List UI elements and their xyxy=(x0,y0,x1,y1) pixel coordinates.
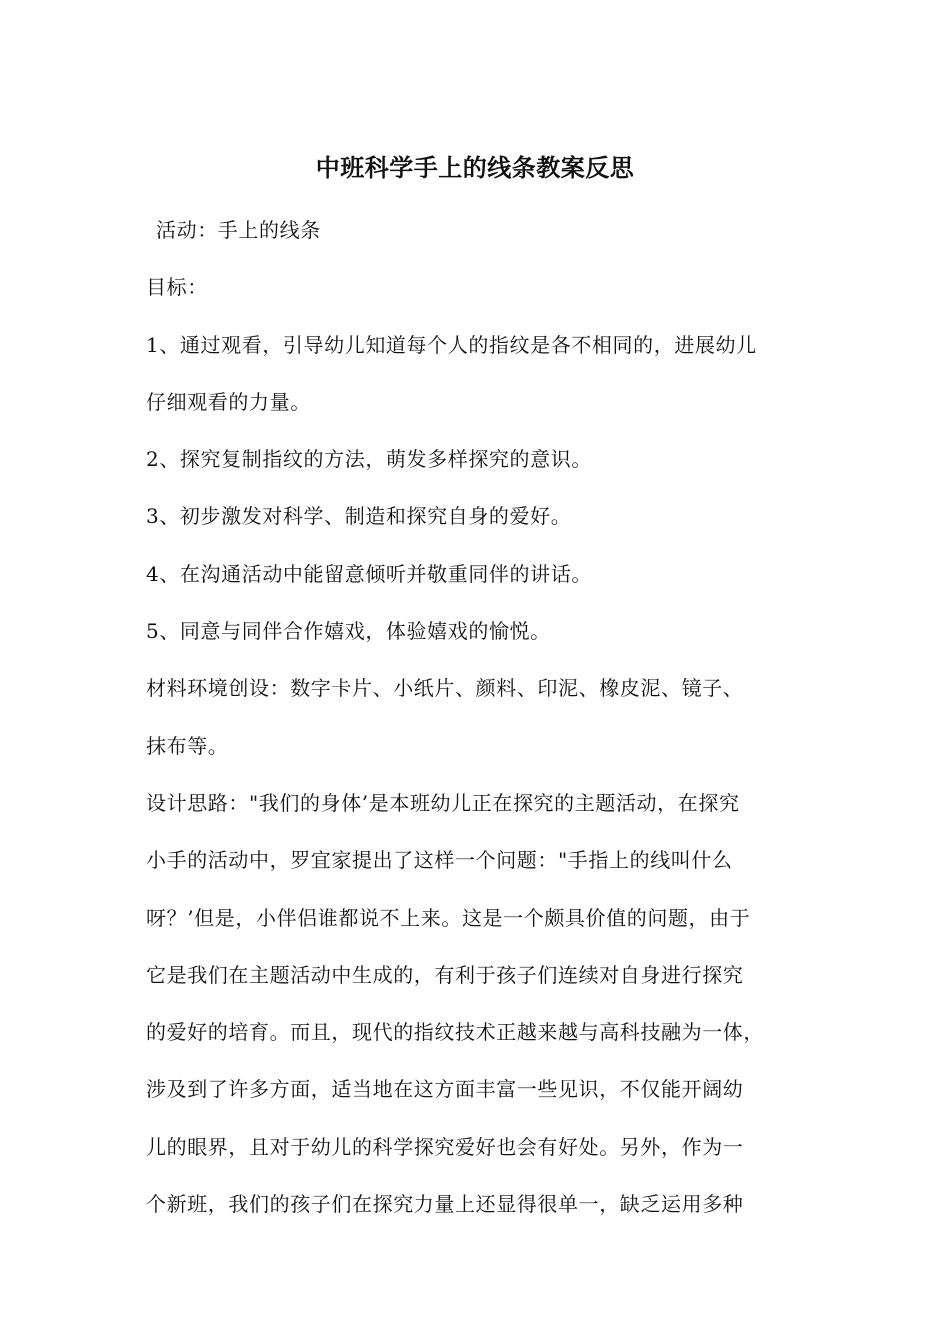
materials-line-2: 抹布等。 xyxy=(146,733,229,758)
design-line-8: 个新班，我们的孩子们在探究力量上还显得很单一，缺乏运用多种 xyxy=(146,1192,744,1217)
design-line-3: 呀？’但是，小伴侣谁都说不上来。这是一个颇具价值的问题，由于 xyxy=(146,905,751,930)
design-line-6: 涉及到了许多方面，适当地在这方面丰富一些见识，不仅能开阔幼 xyxy=(146,1077,744,1102)
goal-1-line-1: 1、通过观看，引导幼儿知道每个人的指纹是各不相同的，进展幼儿 xyxy=(146,332,757,357)
activity-line: 活动：手上的线条 xyxy=(156,218,321,242)
goal-4: 4、在沟通活动中能留意倾听并敬重同伴的讲话。 xyxy=(146,561,592,586)
goal-2: 2、探究复制指纹的方法，萌发多样探究的意识。 xyxy=(146,447,592,472)
document-title: 中班科学手上的线条教案反思 xyxy=(315,153,635,183)
design-line-1: 设计思路："我们的身体’是本班幼儿正在探究的主题活动，在探究 xyxy=(146,790,740,815)
design-line-2: 小手的活动中，罗宜家提出了这样一个问题："手指上的线叫什么 xyxy=(146,848,733,873)
design-line-7: 儿的眼界，且对于幼儿的科学探究爱好也会有好处。另外，作为一 xyxy=(146,1134,744,1159)
goal-1-line-2: 仔细观看的力量。 xyxy=(146,389,311,414)
goals-heading: 目标： xyxy=(146,275,208,300)
design-line-5: 的爱好的培育。而且，现代的指纹技术正越来越与高科技融为一体， xyxy=(146,1020,764,1045)
goal-3: 3、初步激发对科学、制造和探究自身的爱好。 xyxy=(146,504,572,529)
materials-line-1: 材料环境创设：数字卡片、小纸片、颜料、印泥、橡皮泥、镜子、 xyxy=(146,676,744,701)
design-line-4: 它是我们在主题活动中生成的，有利于孩子们连续对自身进行探究 xyxy=(146,962,744,987)
document-body xyxy=(146,202,826,1233)
goal-5: 5、同意与同伴合作嬉戏，体验嬉戏的愉悦。 xyxy=(146,619,551,644)
